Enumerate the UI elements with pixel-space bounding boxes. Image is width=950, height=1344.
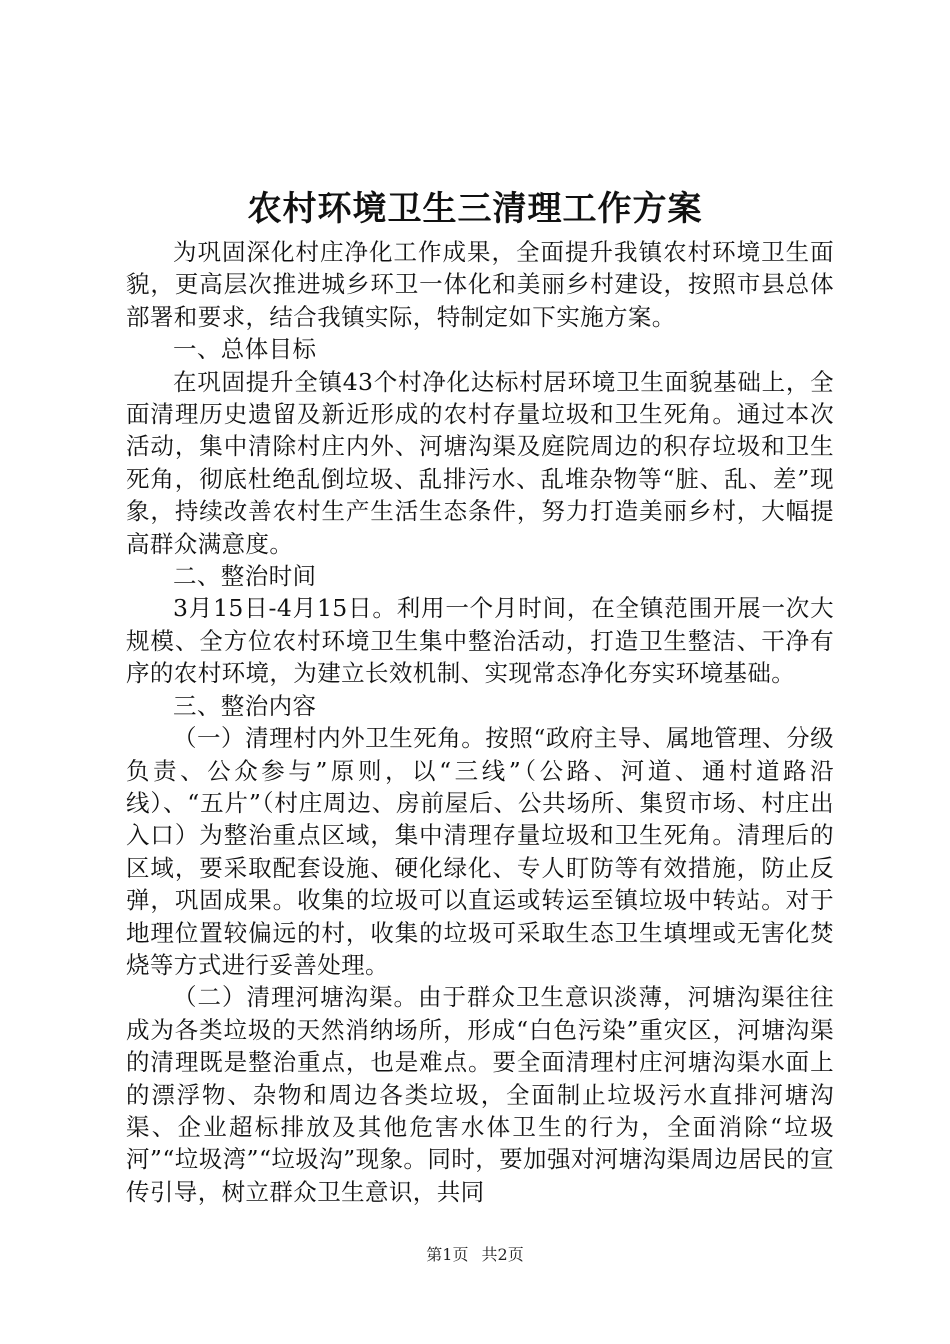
section-heading-overall-goal: 一、总体目标 — [173, 335, 317, 364]
section-heading-content: 三、整治内容 — [173, 691, 317, 720]
paragraph-overall-goal: 在巩固提升全镇43个村净化达标村居环境卫生面貌基础上，全面清理历史遗留及新近形成的农村存量垃圾和卫生死角。通过本次活动，集中清除村庄内外、河塘沟渠及庭院周边的积存垃圾和卫生死角，彻底杜绝乱倒垃圾、乱排污水、乱堆杂物等“脏、乱、差”现象，持续改善农村生产生活生态条件，努力打造美丽乡村，大幅提高群众满意度。 — [126, 367, 834, 558]
page-total: 共2页 — [481, 1245, 524, 1264]
paragraph-content-item-2: （二）清理河塘沟渠。由于群众卫生意识淡薄，河塘沟渠往往成为各类垃圾的天然消纳场所，形成“白色污染”重灾区，河塘沟渠的清理既是整治重点，也是难点。要全面清理村庄河塘沟渠水面上的漂浮物、杂物和周边各类垃圾，全面制止垃圾污水直排河塘沟渠、企业超标排放及其他危害水体卫生的行为，全面消除“垃圾河”“垃圾湾”“垃圾沟”现象。同时，要加强对河塘沟渠周边居民的宣传引导，树立群众卫生意识，共同 — [126, 983, 834, 1206]
paragraph-content-item-1: （一）清理村内外卫生死角。按照“政府主导、属地管理、分级负责、公众参与”原则，以“三线”（公路、河道、通村道路沿线）、“五片”（村庄周边、房前屋后、公共场所、集贸市场、村庄出入口）为整治重点区域，集中清理存量垃圾和卫生死角。清理后的区域，要采取配套设施、硬化绿化、专人盯防等有效措施，防止反弹，巩固成果。收集的垃圾可以直运或转运至镇垃圾中转站。对于地理位置较偏远的村，收集的垃圾可采取生态卫生填埋或无害化焚烧等方式进行妥善处理。 — [126, 724, 834, 979]
document-body — [126, 236, 834, 1208]
page-footer — [0, 1243, 950, 1267]
paragraph-intro: 为巩固深化村庄净化工作成果，全面提升我镇农村环境卫生面貌，更高层次推进城乡环卫一体化和美丽乡村建设，按照市县总体部署和要求，结合我镇实际，特制定如下实施方案。 — [126, 238, 834, 331]
page-number: 第1页 — [426, 1245, 469, 1264]
document-title: 农村环境卫生三清理工作方案 — [247, 189, 703, 229]
paragraph-timeframe: 3月15日-4月15日。利用一个月时间，在全镇范围开展一次大规模、全方位农村环境卫生集中整治活动，打造卫生整洁、干净有序的农村环境，为建立长效机制、实现常态净化夯实环境基础。 — [126, 594, 834, 688]
section-heading-timeframe: 二、整治时间 — [173, 562, 317, 591]
